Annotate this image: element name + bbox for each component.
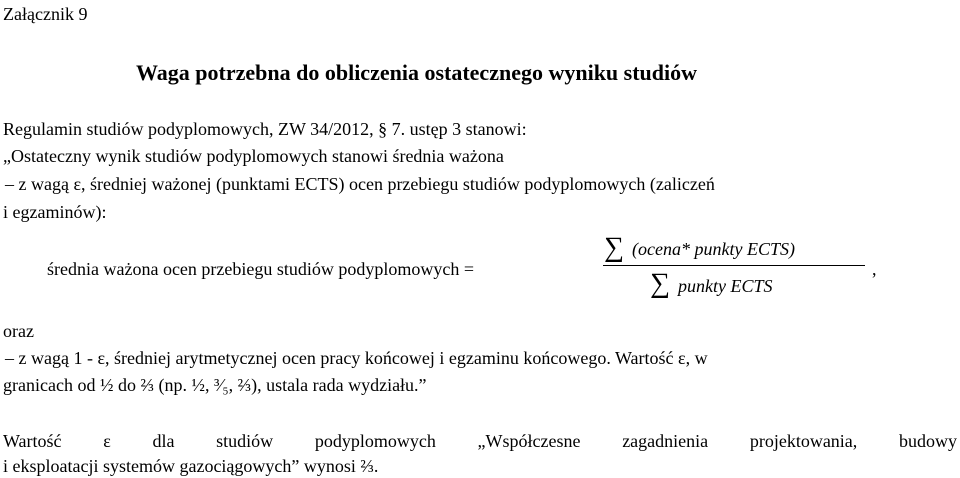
sum-symbol-denominator: ∑ [650,268,670,299]
paragraph-line: i eksploatacji systemów gazociągowych” wynosi ⅔. [3,456,379,476]
page-title: Waga potrzebna do obliczenia ostatecznego wyniku studiów [136,60,698,85]
formula-comma: , [872,259,877,279]
paragraph-line: „Ostateczny wynik studiów podyplomowych stanowi średnia ważona [3,146,504,166]
formula-denominator: punkty ECTS [678,276,773,296]
sum-symbol-numerator: ∑ [604,232,624,263]
attachment-label: Załącznik 9 [3,4,88,24]
formula-lhs: średnia ważona ocen przebiegu studiów podyplomowych = [47,259,475,279]
paragraph-line: granicach od ½ do ⅔ (np. ½, ³⁄₅, ⅔), ustala rada wydziału.” [3,375,427,395]
formula-numerator: (ocena* punkty ECTS) [632,239,795,259]
paragraph-line: Regulamin studiów podyplomowych, ZW 34/2012, § 7. ustęp 3 stanowi: [3,119,527,139]
paragraph-line: – z wagą ε, średniej ważonej (punktami ECTS) ocen przebiegu studiów podyplomowych (zaliczeń [5,174,715,194]
paragraph-line: i egzaminów): [3,202,107,222]
paragraph-line: Wartość ε dla studiów podyplomowych „Współczesne zagadnienia projektowania, budowy [3,431,957,451]
fraction-bar [603,265,865,266]
paragraph-line: – z wagą 1 - ε, średniej arytmetycznej ocen pracy końcowej i egzaminu końcowego. Wartość ε, w [5,348,708,368]
paragraph-line: oraz [3,321,34,341]
